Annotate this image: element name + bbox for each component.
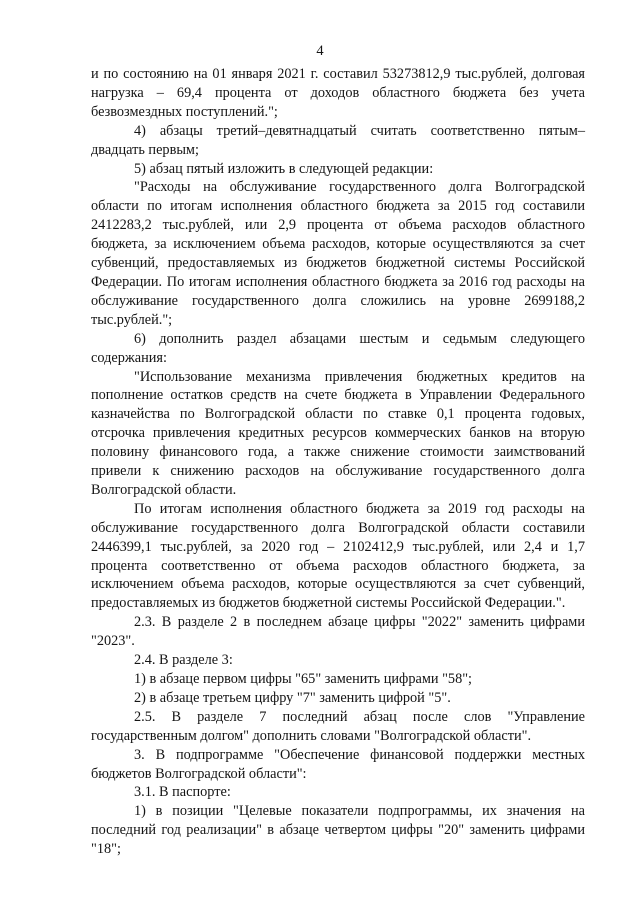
paragraph-15: 1) в позиции "Целевые показатели подпрограммы, их значения на последний год реализации" в абзаце четвертом цифры "20" заменить цифрами "18";	[91, 803, 585, 858]
paragraph-7: По итогам исполнения областного бюджета за 2019 год расходы на обслуживание государственного долга Волгоградской области составили 2446399,1 тыс.рублей, за 2020 год – 2102412,9 тыс.рублей, или 2,4 и 1,7 процента соответственно от объема расходов областного бюджета, за исключением объема расходов, которые осуществляются за счет субвенций, предоставляемых из бюджетов бюджетной системы Российской Федерации.".	[91, 500, 585, 612]
paragraph-8: 2.3. В разделе 2 в последнем абзаце цифры "2022" заменить цифрами "2023".	[91, 614, 585, 650]
paragraph-13: 3. В подпрограмме "Обеспечение финансовой поддержки местных бюджетов Волгоградской области":	[91, 746, 585, 782]
paragraph-3: 5) абзац пятый изложить в следующей редакции:	[134, 160, 434, 177]
paragraph-11: 2) в абзаце третьем цифру "7" заменить цифрой "5".	[134, 689, 451, 706]
paragraph-2: 4) абзацы третий–девятнадцатый считать соответственно пятым–двадцать первым;	[91, 122, 585, 158]
paragraph-5: 6) дополнить раздел абзацами шестым и седьмым следующего содержания:	[91, 330, 585, 366]
paragraph-14: 3.1. В паспорте:	[134, 784, 231, 801]
paragraph-9: 2.4. В разделе 3:	[134, 652, 233, 669]
paragraph-1: и по состоянию на 01 января 2021 г. составил 53273812,9 тыс.рублей, долговая нагрузка – 69,4 процента от доходов областного бюджета без учета безвозмездных поступлений.";	[91, 66, 585, 120]
paragraph-10: 1) в абзаце первом цифры "65" заменить цифрами "58";	[134, 671, 473, 687]
document-body	[91, 65, 585, 859]
paragraph-6: "Использование механизма привлечения бюджетных кредитов на пополнение остатков средств на счете бюджета в Управлении Федерального казначейства по Волгоградской области по ставке 0,1 процента годовых, отсрочка привлечения кредитных ресурсов коммерческих банков на вторую половину финансового года, а также снижение стоимости заимствований привели к снижению расходов на обслуживание государственного долга Волгоградской области.	[91, 368, 585, 498]
paragraph-4: "Расходы на обслуживание государственного долга Волгоградской области по итогам исполнения областного бюджета за 2015 год составили 2412283,2 тыс.рублей, или 2,9 процента от объема расходов областного бюджета, за исключением объема расходов, которые осуществляются за счет субвенций, предоставляемых из бюджетов бюджетной системы Российской Федерации. По итогам исполнения областного бюджета за 2016 год расходы на обслуживание государственного долга сложились на уровне 2699188,2 тыс.рублей.";	[91, 179, 585, 328]
page-number: 4	[316, 43, 324, 59]
paragraph-12: 2.5. В разделе 7 последний абзац после слов "Управление государственным долгом" дополнить словами "Волгоградской области".	[91, 708, 585, 744]
